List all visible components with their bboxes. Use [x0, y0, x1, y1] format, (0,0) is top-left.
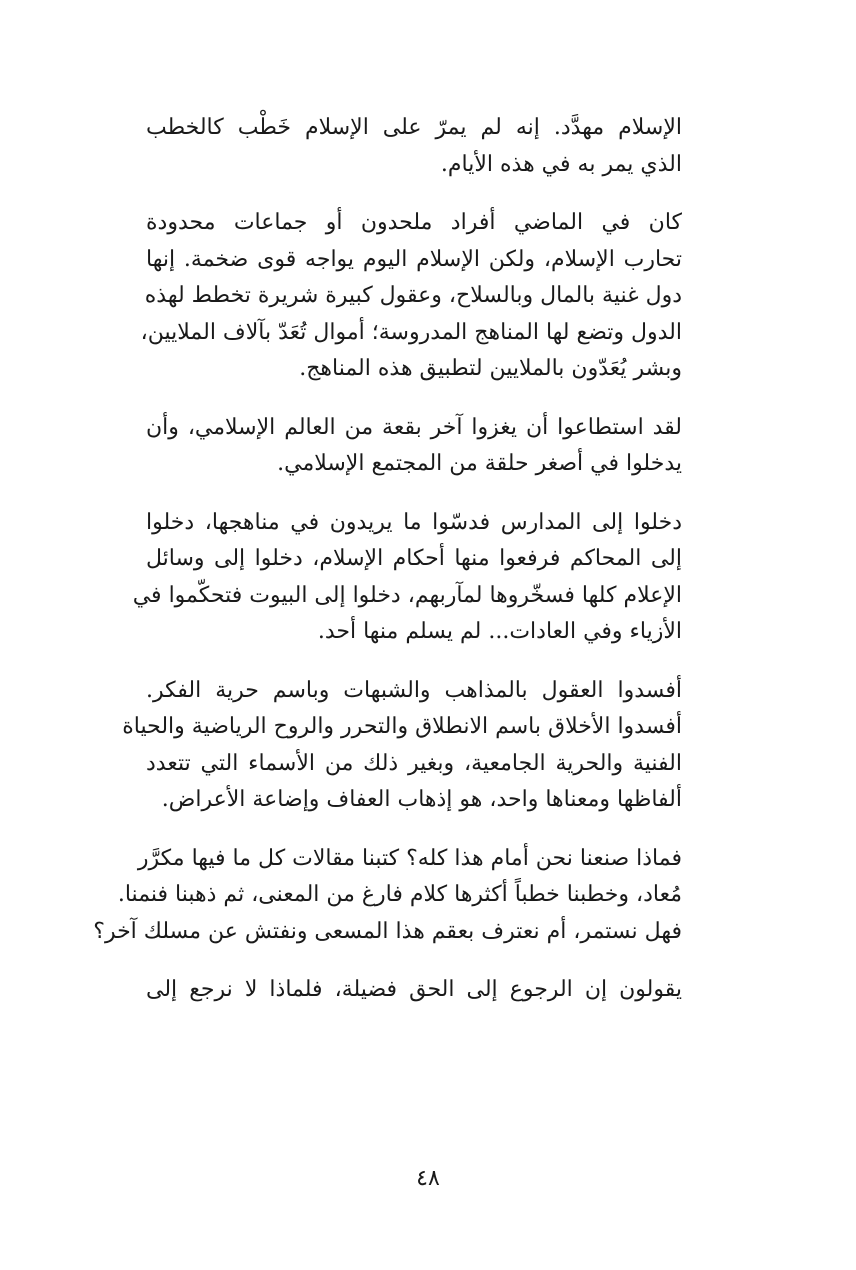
text-line: يدخلوا في أصغر حلقة من المجتمع الإسلامي. — [277, 451, 682, 476]
text-line: ألفاظها ومعناها واحد، هو إذهاب العفاف وإضاعة الأعراض. — [161, 787, 682, 812]
paragraph-1 — [146, 110, 710, 183]
page-number: ٤٨ — [416, 1166, 440, 1191]
text-line: الفنية والحرية الجامعية، وبغير ذلك من الأسماء التي تتعدد — [146, 750, 682, 776]
paragraph-4 — [132, 505, 710, 651]
text-line: مُعاد، وخطبنا خطباً أكثرها كلام فارغ من المعنى، ثم ذهبنا فنمنا. — [117, 882, 682, 907]
text-line: تحارب الإسلام، ولكن الإسلام اليوم يواجه قوى ضخمة. إنها — [146, 246, 682, 272]
text-line: الإسلام مهدَّد. إنه لم يمرّ على الإسلام خَطْب كالخطب — [146, 115, 682, 140]
text-line: دخلوا إلى المدارس فدسّوا ما يريدون في مناهجها، دخلوا — [146, 509, 682, 535]
text-line: الدول وتضع لها المناهج المدروسة؛ أموال تُعَدّ بآلاف الملايين، — [140, 319, 682, 345]
text-line: فماذا صنعنا نحن أمام هذا كله؟ كتبنا مقالات كل ما فيها مكرَّر — [137, 845, 682, 871]
text-line: الأزياء وفي العادات... لم يسلم منها أحد. — [317, 619, 682, 644]
text-line: فهل نستمر، أم نعترف بعقم هذا المسعى ونفتش عن مسلك آخر؟ — [93, 918, 682, 944]
text-line: أفسدوا الأخلاق باسم الانطلاق والتحرر والروح الرياضية والحياة — [122, 714, 682, 739]
text-line: وبشر يُعَدّون بالملايين لتطبيق هذه المناهج. — [299, 356, 682, 381]
paragraph-2 — [140, 205, 710, 388]
paragraph-3 — [146, 410, 710, 483]
paragraph-6 — [93, 841, 710, 951]
text-line: الذي يمر به في هذه الأيام. — [440, 151, 682, 177]
text-line: أفسدوا العقول بالمذاهب والشبهات وباسم حرية الفكر. — [146, 677, 682, 703]
paragraph-5 — [122, 673, 710, 819]
page-body-text — [93, 110, 710, 1031]
text-line: دول غنية بالمال وبالسلاح، وعقول كبيرة شريرة تخطط لهذه — [144, 283, 682, 308]
text-line: إلى المحاكم فرفعوا منها أحكام الإسلام، دخلوا إلى وسائل — [146, 546, 682, 571]
text-line: لقد استطاعوا أن يغزوا آخر بقعة من العالم الإسلامي، وأن — [146, 414, 682, 440]
paragraph-7 — [146, 972, 710, 1009]
text-line: الإعلام كلها فسخّروها لمآربهم، دخلوا إلى البيوت فتحكّموا في — [132, 582, 682, 608]
text-line: يقولون إن الرجوع إلى الحق فضيلة، فلماذا لا نرجع إلى — [146, 977, 682, 1002]
text-line: كان في الماضي أفراد ملحدون أو جماعات محدودة — [146, 210, 682, 235]
